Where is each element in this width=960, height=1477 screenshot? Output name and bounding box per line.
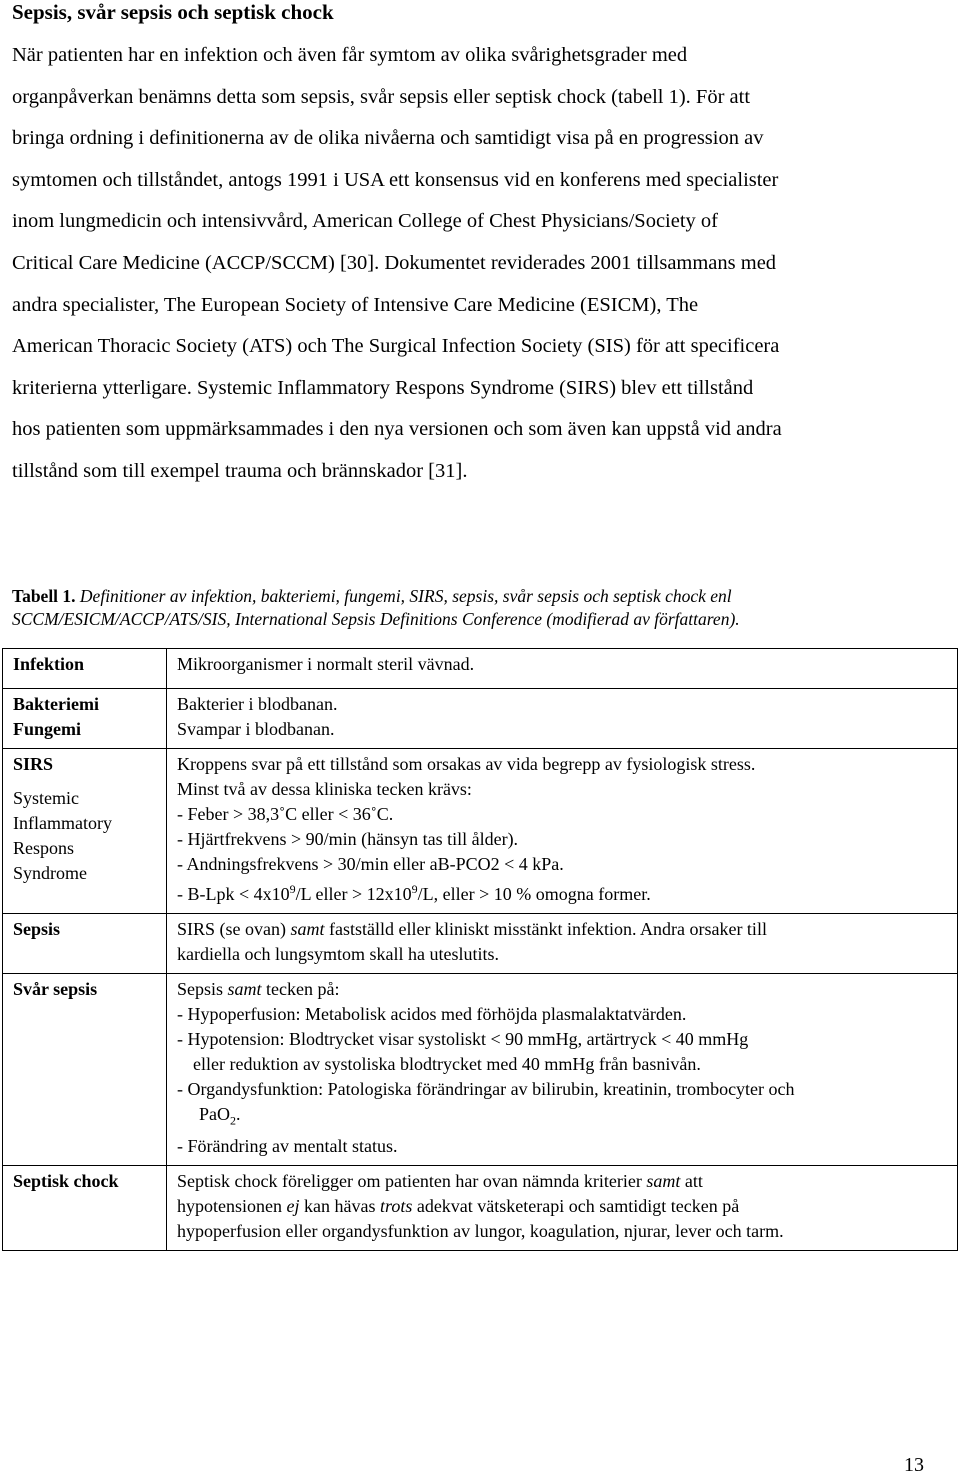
paragraph-line: organpåverkan benämns detta som sepsis, svår sepsis eller septisk chock (tabell 1). För att: [12, 85, 751, 108]
caption-line-1: Tabell 1. Definitioner av infektion, bakteriemi, fungemi, SIRS, sepsis, svår sepsis och septisk chock enl: [12, 586, 732, 606]
page-number: 13: [904, 1454, 924, 1476]
table-row: [3, 1165, 958, 1250]
paragraph-line: andra specialister, The European Society of Intensive Care Medicine (ESICM), The: [12, 293, 699, 316]
caption-line-2: SCCM/ESICM/ACCP/ATS/SIS, International Sepsis Definitions Conference (modifierad av författaren).: [12, 609, 740, 629]
term-infektion: Infektion: [13, 654, 85, 674]
definition-cell: Bakterier i blodbanan. Svampar i blodbanan.: [167, 689, 958, 749]
term-cell: [3, 649, 167, 689]
table-row: [3, 689, 958, 749]
definitions-table: [2, 648, 958, 1251]
paragraph-line: American Thoracic Society (ATS) och The Surgical Infection Society (SIS) för att specificera: [12, 335, 780, 358]
paragraph-line: hos patienten som uppmärksammades i den nya versionen och som även kan uppstå vid andra: [12, 418, 782, 441]
paragraph-line: bringa ordning i definitionerna av de olika nivåerna och samtidigt visa på en progression av: [12, 127, 764, 150]
term-sepsis: Sepsis: [13, 919, 61, 939]
paragraph-line: tillstånd som till exempel trauma och brännskador [31].: [12, 459, 468, 482]
paragraph-line: Critical Care Medicine (ACCP/SCCM) [30]. Dokumentet reviderades 2001 tillsammans med: [12, 251, 777, 274]
table-caption: [12, 585, 957, 631]
table-row: [3, 749, 958, 914]
definition-cell: Sepsis samt tecken på: - Hypoperfusion: Metabolisk acidos med förhöjda plasmalaktatvärden. - Hypotension: Blodtrycket visar systoliskt < 90 mmHg, artärtryck < 40 mmHg eller reduktion av systoliska blodtrycket med 40 mmHg från basnivån. - Organdysfunktion: Patologiska förändringar av bilirubin, kreatinin, trombocyter och PaO$_2$. - Förändring av mentalt status.: [167, 974, 958, 1166]
term-cell: [3, 914, 167, 974]
paragraph-line: kriterierna ytterligare. Systemic Inflammatory Respons Syndrome (SIRS) blev ett tillstånd: [12, 376, 754, 399]
definition-cell: Septisk chock föreligger om patienten har ovan nämnda kriterier samt att hypotensionen ej kan hävas trots adekvat vätsketerapi och samtidigt tecken på hypoperfusion eller organdysfunktion av lungor, koagulation, njurar, lever och tarm.: [167, 1165, 958, 1250]
section-heading: Sepsis, svår sepsis och septisk chock: [12, 0, 334, 24]
term-cell: [3, 1165, 167, 1250]
term-bakteriemi: Bakteriemi: [13, 694, 99, 714]
paragraph-line: symtomen och tillståndet, antogs 1991 i USA ett konsensus vid en konferens med specialister: [12, 168, 779, 191]
table-row: [3, 974, 958, 1166]
term-cell: [3, 974, 167, 1166]
caption-label: Tabell 1.: [12, 586, 76, 606]
table-row: [3, 914, 958, 974]
paragraph-line: När patienten har en infektion och även får symtom av olika svårighetsgrader med: [12, 44, 688, 66]
definition-cell: Mikroorganismer i normalt steril vävnad.: [167, 649, 958, 689]
body-paragraph: [12, 35, 952, 493]
term-septisk-chock: Septisk chock: [13, 1170, 119, 1191]
term-fungemi: Fungemi: [13, 719, 82, 739]
table-row: [3, 649, 958, 689]
term-cell: [3, 689, 167, 749]
term-sirs: SIRS: [13, 754, 54, 774]
term-svar-sepsis: Svår sepsis: [13, 979, 98, 999]
definition-cell: SIRS (se ovan) samt fastställd eller kliniskt misstänkt infektion. Andra orsaker till kardiella och lungsymtom skall ha uteslutits.: [167, 914, 958, 974]
paragraph-line: inom lungmedicin och intensivvård, American College of Chest Physicians/Society of: [12, 210, 718, 233]
term-cell: SIRS Systemic Inflammatory Respons Syndrome: [3, 749, 167, 914]
definition-cell: Kroppens svar på ett tillstånd som orsakas av vida begrepp av fysiologisk stress. Minst två av dessa kliniska tecken krävs: - Feber > 38,3˚C eller < 36˚C. - Hjärtfrekvens > 90/min (hänsyn tas till ålder). - Andningsfrekvens > 30/min eller aB-PCO2 < 4 kPa. - $B-Lpk < 4x10^9/L$ eller > $12x10^9/L$, eller > 10 % omogna former.: [167, 749, 958, 914]
